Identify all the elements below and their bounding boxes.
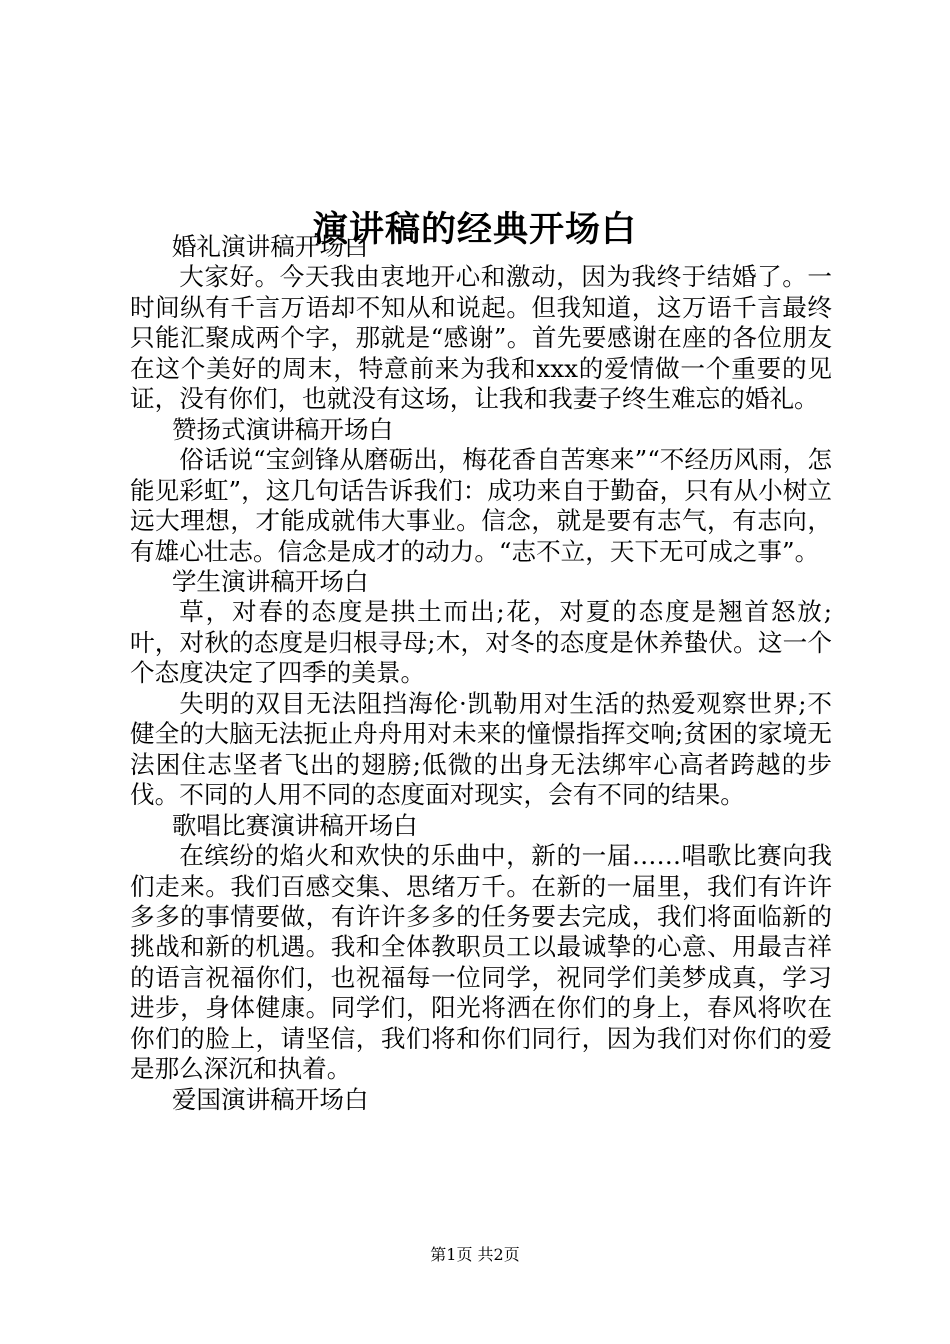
paragraph: 草，对春的态度是拱土而出;花，对夏的态度是翘首怒放;叶，对秋的态度是归根寻母;木，对冬的态度是休养蛰伏。这一个个态度决定了四季的美景。 (130, 597, 832, 688)
section-heading: 赞扬式演讲稿开场白 (171, 414, 394, 444)
paragraph: 在缤纷的焰火和欢快的乐曲中，新的一届……唱歌比赛向我们走来。我们百感交集、思绪万千。在新的一届里，我们有许许多多的事情要做，有许许多多的任务要去完成，我们将面临新的挑战和新的机遇。我和全体教职员工以最诚挚的心意、用最吉祥的语言祝福你们，也祝福每一位同学，祝同学们美梦成真，学习进步，身体健康。同学们，阳光将洒在你们的身上，春风将吹在你们的脸上，请坚信，我们将和你们同行，因为我们对你们的爱是那么深沉和执着。 (130, 841, 832, 1084)
document-body (130, 232, 832, 1115)
document-title: 演讲稿的经典开场白 (312, 209, 637, 251)
paragraph: 俗话说“宝剑锋从磨砺出，梅花香自苦寒来”“不经历风雨，怎能见彩虹”，这几句话告诉我们：成功来自于勤奋，只有从小树立远大理想，才能成就伟大事业。信念，就是要有志气，有志向，有雄心壮志。信念是成才的动力。“志不立，天下无可成之事”。 (130, 445, 832, 566)
section-heading: 歌唱比赛演讲稿开场白 (171, 810, 418, 840)
section-heading: 爱国演讲稿开场白 (171, 1084, 369, 1114)
paragraph: 失明的双目无法阻挡海伦·凯勒用对生活的热爱观察世界;不健全的大脑无法扼止舟舟用对未来的憧憬指挥交响;贫困的家境无法困住志坚者飞出的翅膀;低微的出身无法绑牢心高者跨越的步伐。不同的人用不同的态度面对现实，会有不同的结果。 (130, 688, 832, 810)
paragraph: 大家好。今天我由衷地开心和激动，因为我终于结婚了。一时间纵有千言万语却不知从和说起。但我知道，这万语千言最终只能汇聚成两个字，那就是“感谢”。首先要感谢在座的各位朋友在这个美好的周末，特意前来为我和xxx的爱情做一个重要的见证，没有你们，也就没有这场，让我和我妻子终生难忘的婚礼。 (130, 262, 832, 414)
section-heading: 婚礼演讲稿开场白 (171, 232, 369, 261)
page-footer: 第1页 共2页 (430, 1245, 520, 1264)
section-heading: 学生演讲稿开场白 (171, 566, 369, 596)
